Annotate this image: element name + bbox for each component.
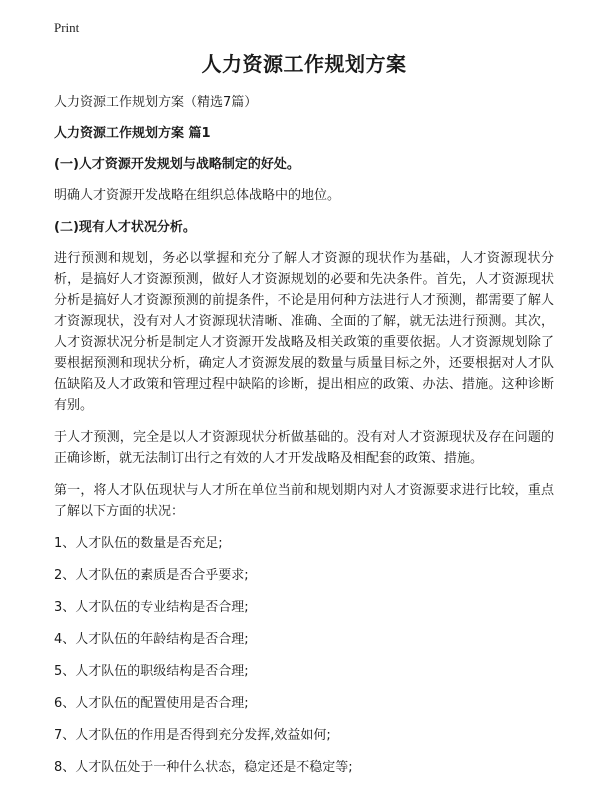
document-subtitle: 人力资源工作规划方案（精选7篇） [54, 95, 258, 110]
section-title: 人力资源工作规划方案 篇1 [54, 126, 211, 141]
paragraph-talent-forecast: 于人才预测，完全是以人才资源现状分析做基础的。没有对人才资源现状及存在问题的正确诊断，就无法制订出行之有效的人才开发战略及相配套的政策、措施。 [54, 430, 554, 466]
heading-talent-status-analysis: (二)现有人才状况分析。 [54, 220, 196, 235]
document-title: 人力资源工作规划方案 [201, 52, 407, 76]
list-item: 4、人才队伍的年龄结构是否合理; [54, 632, 249, 647]
list-item: 7、人才队伍的作用是否得到充分发挥,效益如何; [54, 728, 331, 743]
list-item: 1、人才队伍的数量是否充足; [54, 536, 223, 551]
document-page [54, 50, 554, 789]
paragraph-strategy-position: 明确人才资源开发战略在组织总体战略中的地位。 [54, 188, 341, 203]
list-item: 6、人才队伍的配置使用是否合理; [54, 696, 249, 711]
paragraph-status-analysis: 进行预测和规划，务必以掌握和充分了解人才资源的现状作为基础，人才资源现状分析，是搞好人才资源预测，做好人才资源规划的必要和先决条件。首先，人才资源现状分析是搞好人才资源预测的前提条件，不论是用何种方法进行人才预测，都需要了解人才资源现状，没有对人才资源现状清晰、准确、全面的了解，就无法进行预测。其次，人才资源状况分析是制定人才资源开发战略及相关政策的重要依据。人才资源规划除了要根据预测和现状分析，确定人才资源发展的数量与质量目标之外，还要根据对人才队伍缺陷及人才政策和管理过程中缺陷的诊断，提出相应的政策、办法、措施。这种诊断有别。 [54, 251, 554, 413]
paragraph-comparison: 第一，将人才队伍现状与人才所在单位当前和规划期内对人才资源要求进行比较，重点了解以下方面的状况： [54, 483, 554, 519]
print-label: Print [54, 20, 80, 35]
heading-strategy-benefits: (一)人才资源开发规划与战略制定的好处。 [54, 157, 300, 172]
list-item: 5、人才队伍的职级结构是否合理; [54, 664, 249, 679]
list-item: 8、人才队伍处于一种什么状态，稳定还是不稳定等; [54, 760, 353, 775]
status-checklist [54, 533, 554, 778]
list-item: 2、人才队伍的素质是否合乎要求; [54, 568, 249, 583]
list-item: 3、人才队伍的专业结构是否合理; [54, 600, 249, 615]
